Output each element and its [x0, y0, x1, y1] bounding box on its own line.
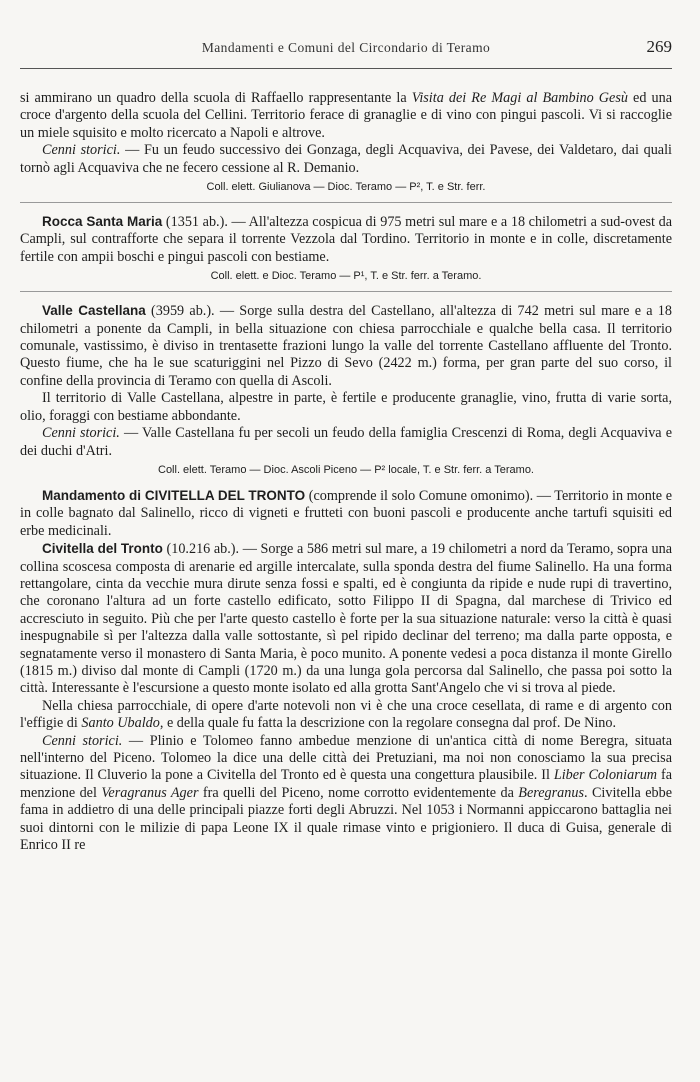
section-label: Cenni storici.	[42, 142, 121, 159]
entry-civitella-del-tronto	[20, 540, 672, 698]
text-run: si ammirano un quadro della scuola di Raffaello rappresentante la	[20, 90, 412, 106]
admin-note-2: Coll. elett. e Dioc. Teramo — P¹, T. e Str. ferr. a Teramo.	[210, 270, 482, 283]
entry-title: Rocca Santa Maria	[42, 214, 163, 230]
entry-title: Valle Castellana	[42, 303, 146, 319]
text-run: ed una croce d'argento della scuola del Cellini. Territorio ferace di granaglie e di vino con pingui pascoli. Vi si raccoglie un miele squisito e molto ricercato a Napoli e altrove.	[20, 90, 672, 141]
latin-term: Beregranus	[518, 784, 584, 801]
entry-title-name: CIVITELLA DEL TRONTO	[144, 487, 306, 503]
text-run: , e della quale fu fatta la descrizione con la regolare consegna dal prof. De Nino.	[159, 715, 617, 732]
admin-note-3: Coll. elett. Teramo — Dioc. Ascoli Piceno — P² locale, T. e Str. ferr. a Teramo.	[158, 463, 534, 476]
section-label: Cenni storici.	[42, 425, 120, 442]
text-run: (3959 ab.). — Sorge sulla destra del Castellano, all'altezza di 742 metri sul mare e a 18 chilometri a ponente da Campli, in bella situazione con chiesa parrocchiale e qualche bella casa. Il territorio comunale, vastissimo, è diviso in trentasette frazioni lungo la valle del torrente Castellano affluente del Tronto. Questo fiume, che ha le sue scaturiggini nel Pizzo di Sevo (2422 m.) forma, per gran parte del suo corso, il confine della provincia di Teramo con quella di Ascoli.	[20, 303, 672, 389]
running-header	[20, 36, 672, 58]
entry-title: Civitella del Tronto	[42, 541, 163, 557]
text-run: — Plinio e Tolomeo fanno ambedue menzione di un'antica città di nome Beregra, situata nell'interno del Piceno. Tolomeo la dice una delle città dei Pretuziani, ma noi non conosciamo la sua precisa situazione. Il Cluverio la pone a Civitella del Tronto ed è questa una congettura plausibile. Il	[20, 732, 672, 784]
text-run: fa menzione del	[20, 767, 672, 801]
paragraph-valle-territory: Il territorio di Valle Castellana, alpestre in parte, è fertile e producente granaglie, vino, frutta di varie sorta, olio, foraggi con bestiame abbondante.	[20, 390, 672, 424]
text-run: (10.216 ab.). — Sorge a 586 metri sul mare, a 19 chilometri a nord da Teramo, sopra una collina scoscesa composta di arenarie ed argille intercalate, sulla sponda destra del fiume Salinello. Ha una forma rettangolare, cinta da vecchie mura dirute senza fossi e spalti, ed è congiunta da ripide e nude rupi di travertino, che coronano l'altura ad un forte castello edificato, sotto Filippo II di Spagna, dal marchese di Trivico ed accresciuto in seguito. Più che per l'arte questo castello è forte per la sua situazione naturale: verso la città è quasi inespugnabile sì per l'altezza dalla valle sottostante, sì pel ripido declinar del terreno; ma dalla parte opposta, e segnatamente verso il monastero di Santa Maria, è poco munito. A ponente vedesi a poca distanza il monte Girello (1815 m.) diviso dal monte di Campli (1720 m.) da una lunga gola percorsa dal Salinello, che passa poi sotto la città. Interessante è l'escursione a questo monte isolato ed alla grotta Sant'Angelo che vi si trova al piede.	[20, 541, 672, 697]
entry-rocca-santa-maria	[20, 213, 672, 266]
entry-valle-castellana	[20, 302, 672, 390]
mandamento-heading	[20, 487, 672, 540]
text-run: (1351 ab.). — All'altezza cospicua di 975 metri sul mare e a 18 chilometri a sud-ovest da Campli, sul contrafforte che separa il torrente Vezzola dal Tordino. Territorio in monte e in colle, discretamente fertile con ampii boschi e pingui pascoli con bestiame.	[20, 214, 672, 265]
text-run: fra quelli del Piceno, nome corrotto evidentemente da	[198, 784, 519, 801]
paragraph-church	[20, 698, 672, 733]
divider	[20, 291, 672, 292]
text-run: . Civitella ebbe fama in addietro di una delle principali piazze forti degli Abruzzi. Nel 1053 i Normanni appiccarono battaglia nei suoi dintorni con le milizie di papa Leone IX il quale rimase vinto e prigioniero. Il duca di Guisa, generale di Enrico II re	[20, 784, 672, 854]
paragraph-history-3	[20, 733, 672, 855]
header-rule	[20, 68, 672, 69]
text-run: (comprende il solo Comune omonimo). — Territorio in monte e in colle bagnato dal Salinello, ricco di vigneti e frutteti con buoni pascoli e producente anche tartufi squisiti ed erbe medicinali.	[20, 487, 672, 539]
text-run: — Valle Castellana fu per secoli un feudo della famiglia Crescenzi di Roma, degli Acquaviva e dei duchi d'Atri.	[20, 425, 672, 459]
page-number: 269	[646, 37, 672, 56]
text-run: — Fu un feudo successivo dei Gonzaga, degli Acquaviva, dei Pavese, dei Valdetaro, dai quali tornò agli Acquaviva che ne fecero cessione al R. Demanio.	[20, 142, 672, 176]
paragraph-history-1	[20, 142, 672, 177]
entry-title: Mandamento di	[42, 487, 145, 503]
header-title: Mandamenti e Comuni del Circondario di Teramo	[201, 40, 491, 55]
text-run: Nella chiesa parrocchiale, di opere d'arte notevoli non vi è che una croce cesellata, di rame e di argento con l'effigie di	[20, 697, 672, 732]
latin-term: Veragranus Ager	[101, 784, 199, 801]
section-label: Cenni storici.	[42, 732, 123, 749]
divider	[20, 202, 672, 203]
spacer	[20, 477, 672, 487]
work-title: Liber Coloniarum	[553, 767, 658, 784]
paragraph-history-2	[20, 425, 672, 460]
artwork-title: Visita dei Re Magi al Bambino Gesù	[411, 90, 628, 106]
saint-name: Santo Ubaldo	[81, 715, 160, 732]
page-body	[20, 90, 672, 854]
admin-note-1: Coll. elett. Giulianova — Dioc. Teramo — P², T. e Str. ferr.	[206, 181, 486, 194]
paragraph-intro	[20, 90, 672, 142]
